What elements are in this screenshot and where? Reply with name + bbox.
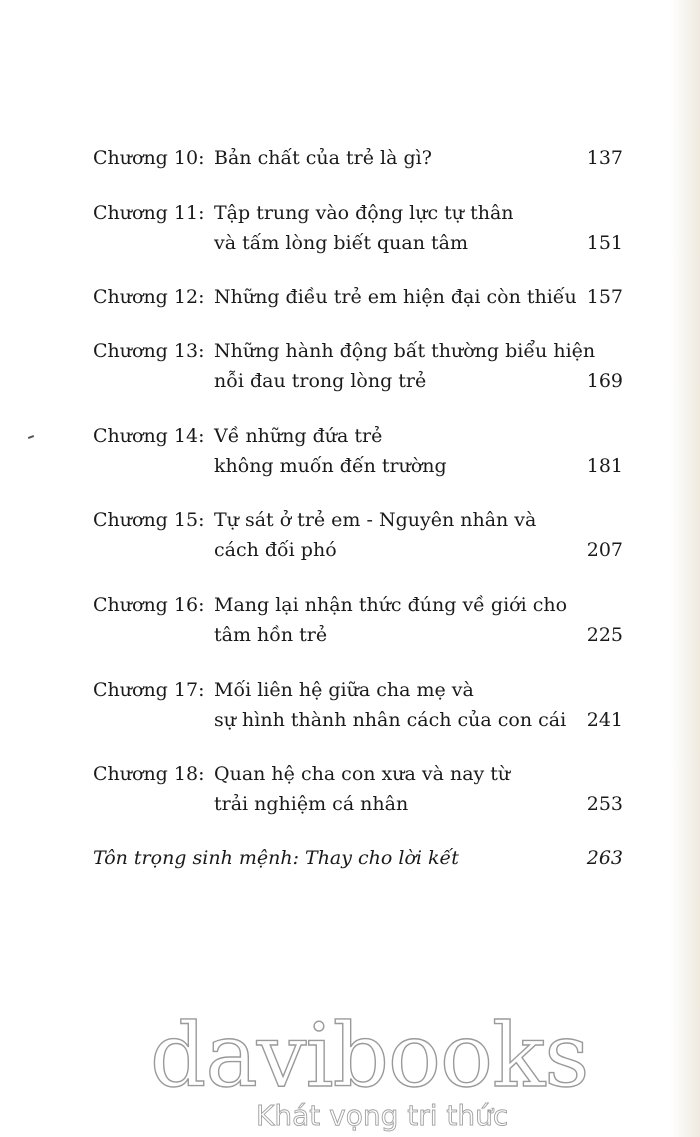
page-number: 225 bbox=[586, 624, 623, 646]
chapter-title-line: nỗi đau trong lòng trẻ bbox=[214, 370, 427, 392]
toc-entry-chapter-11[interactable] bbox=[93, 198, 623, 258]
page-number: 253 bbox=[586, 793, 623, 815]
page-number: 181 bbox=[586, 455, 623, 477]
chapter-title bbox=[214, 421, 574, 481]
toc-entry-chapter-10[interactable] bbox=[93, 143, 623, 173]
chapter-title bbox=[214, 675, 574, 735]
toc-entry-chapter-12[interactable] bbox=[93, 282, 623, 312]
chapter-label: Chương 13: bbox=[93, 340, 205, 362]
chapter-title-line: Bản chất của trẻ là gì? bbox=[214, 147, 432, 169]
publisher-watermark bbox=[150, 1004, 589, 1132]
toc-entry-chapter-18[interactable] bbox=[93, 759, 623, 819]
chapter-title bbox=[214, 336, 596, 396]
chapter-title-line: Tự sát ở trẻ em - Nguyên nhân và bbox=[214, 509, 537, 531]
chapter-title-line: Mối liên hệ giữa cha mẹ và bbox=[214, 679, 474, 701]
watermark-brand: davibooks bbox=[150, 1004, 589, 1107]
chapter-title bbox=[214, 505, 574, 565]
chapter-title-line: Về những đứa trẻ bbox=[214, 425, 383, 447]
page-edge-shadow bbox=[670, 0, 700, 1137]
chapter-title-line: và tấm lòng biết quan tâm bbox=[214, 232, 468, 254]
chapter-title-line: Quan hệ cha con xưa và nay từ bbox=[214, 763, 511, 785]
chapter-title-line: Những hành động bất thường biểu hiện bbox=[214, 340, 596, 362]
page-number: 151 bbox=[586, 232, 623, 254]
toc-entry-chapter-13[interactable] bbox=[93, 336, 623, 396]
chapter-title bbox=[214, 590, 574, 650]
chapter-title-line: Tập trung vào động lực tự thân bbox=[214, 202, 514, 224]
table-of-contents bbox=[93, 0, 623, 1137]
chapter-label: Chương 17: bbox=[93, 679, 205, 701]
chapter-label: Chương 11: bbox=[93, 202, 205, 224]
toc-entry-chapter-14[interactable] bbox=[93, 421, 623, 481]
chapter-label: Chương 14: bbox=[93, 425, 205, 447]
conclusion-title-line: Tôn trọng sinh mệnh: Thay cho lời kết bbox=[93, 847, 459, 869]
chapter-title-line: tâm hồn trẻ bbox=[214, 624, 328, 646]
toc-entry-chapter-15[interactable] bbox=[93, 505, 623, 565]
chapter-title bbox=[214, 282, 577, 312]
chapter-label: Chương 15: bbox=[93, 509, 205, 531]
chapter-label: Chương 16: bbox=[93, 594, 205, 616]
toc-entry-chapter-16[interactable] bbox=[93, 590, 623, 650]
page-number: 137 bbox=[586, 147, 623, 169]
toc-entry-chapter-17[interactable] bbox=[93, 675, 623, 735]
chapter-title-line: không muốn đến trường bbox=[214, 455, 447, 477]
print-speck bbox=[28, 435, 34, 439]
page-number: 241 bbox=[586, 709, 623, 731]
chapter-label: Chương 12: bbox=[93, 286, 205, 308]
chapter-title bbox=[214, 143, 574, 173]
toc-entry-conclusion[interactable] bbox=[93, 843, 623, 873]
page-number: 157 bbox=[586, 286, 623, 308]
chapter-title-line: Mang lại nhận thức đúng về giới cho bbox=[214, 594, 568, 616]
watermark-tagline: Khát vọng tri thức bbox=[256, 1099, 509, 1132]
chapter-title-line: Những điều trẻ em hiện đại còn thiếu bbox=[214, 286, 577, 308]
chapter-title bbox=[214, 759, 574, 819]
chapter-title-line: trải nghiệm cá nhân bbox=[214, 793, 409, 815]
chapter-title-line: cách đối phó bbox=[214, 539, 337, 561]
conclusion-title bbox=[93, 843, 533, 873]
chapter-title-line: sự hình thành nhân cách của con cái bbox=[214, 709, 567, 731]
page-number: 207 bbox=[586, 539, 623, 561]
page-number: 169 bbox=[586, 370, 623, 392]
page-number: 263 bbox=[586, 847, 623, 869]
chapter-label: Chương 10: bbox=[93, 147, 205, 169]
chapter-title bbox=[214, 198, 574, 258]
chapter-label: Chương 18: bbox=[93, 763, 205, 785]
